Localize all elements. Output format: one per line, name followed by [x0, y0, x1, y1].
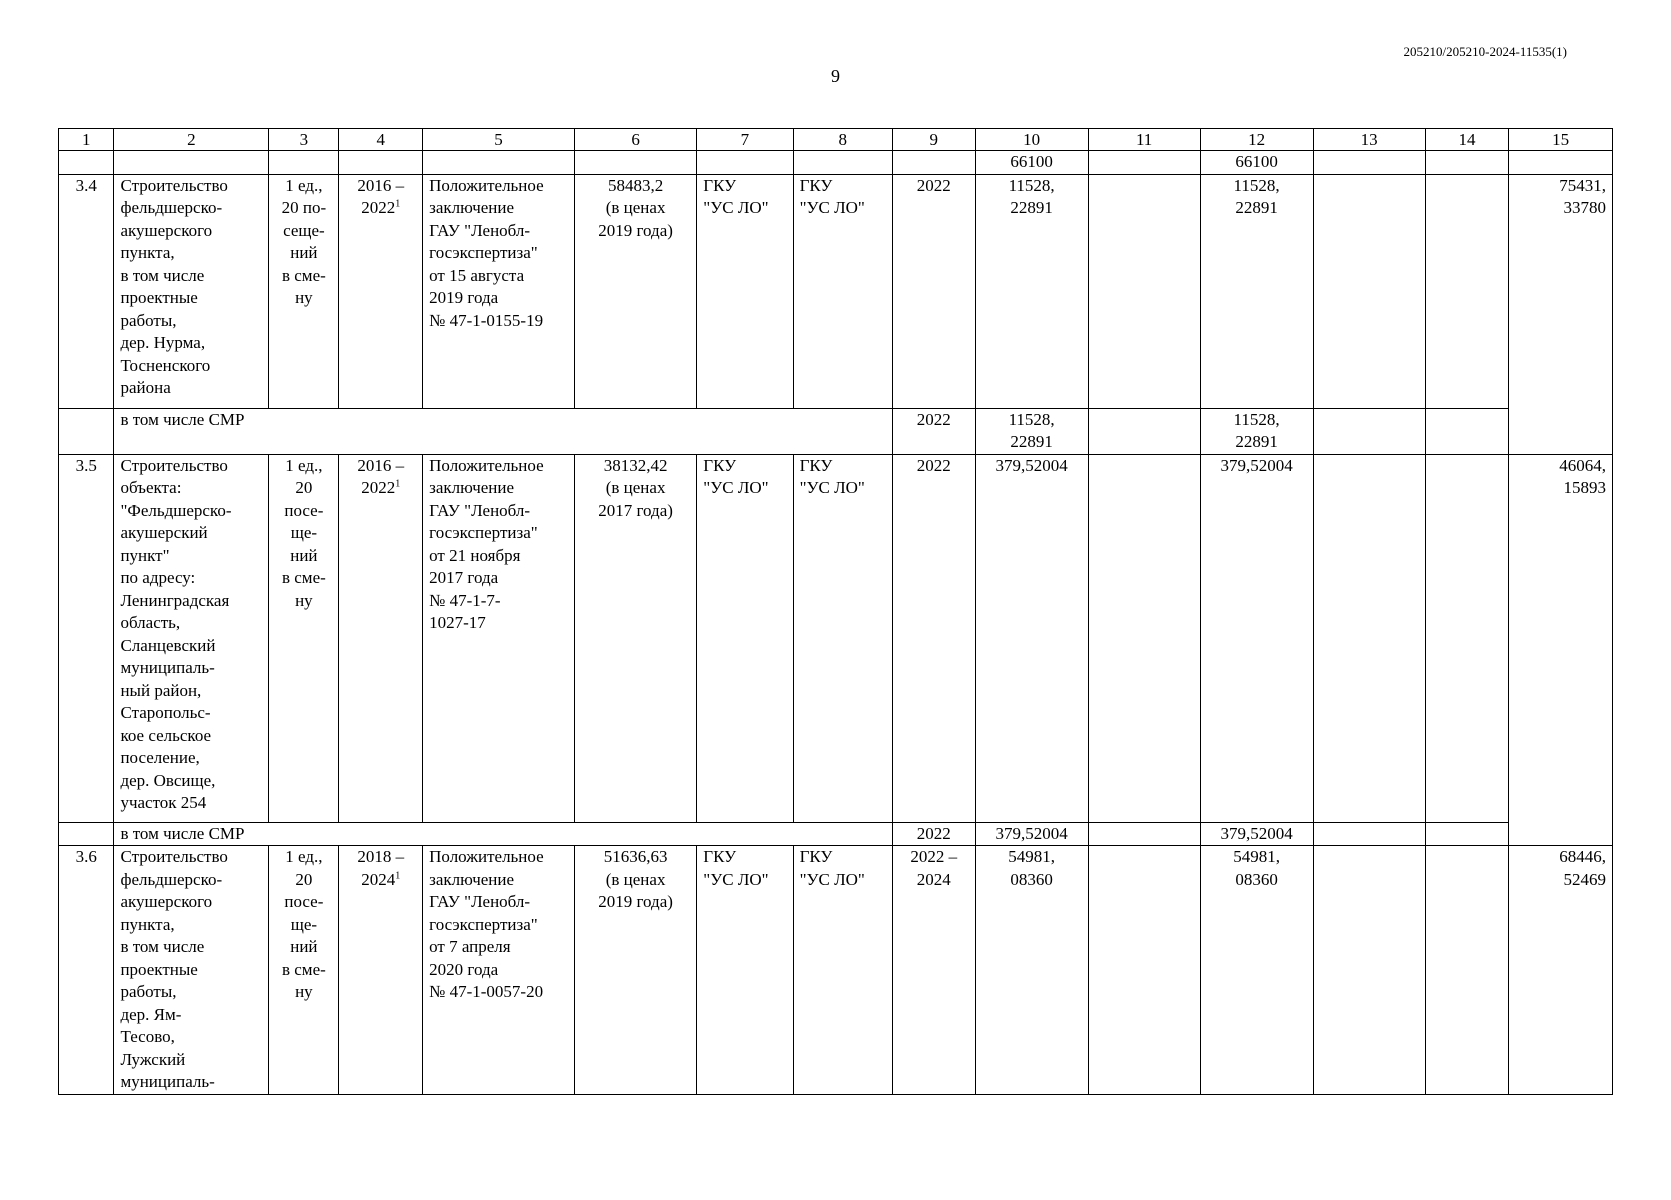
col-number: 3	[269, 129, 339, 151]
col-number: 10	[975, 129, 1088, 151]
col-number: 5	[423, 129, 575, 151]
row-number: 3.4	[59, 174, 114, 408]
amount-col12: 379,52004	[1200, 454, 1313, 822]
object-name: Строительство объекта: "Фельдшерско- акушерский пункт" по адресу: Ленинградская область, Сланцевский муниципаль- ный район, Старопольс- кое сельское поселение, дер. Овсище, участок 254	[114, 454, 269, 822]
cost: 51636,63 (в ценах 2019 года)	[574, 846, 696, 1095]
col-number: 4	[339, 129, 423, 151]
object-name: Строительство фельдшерско- акушерского пункта, в том числе проектные работы, дер. Нурма, Тосненского района	[114, 174, 269, 408]
amount-col12: 54981, 08360	[1200, 846, 1313, 1095]
amount-col15: 75431, 33780	[1509, 174, 1613, 454]
expertise: Положительное заключение ГАУ "Ленобл- госэкспертиза" от 15 августа 2019 года № 47-1-0155-19	[423, 174, 575, 408]
row-number: 3.5	[59, 454, 114, 822]
amount-col10: 379,52004	[975, 454, 1088, 822]
row-number: 3.6	[59, 846, 114, 1095]
col-number: 6	[574, 129, 696, 151]
developer: ГКУ "УС ЛО"	[793, 846, 892, 1095]
col-number: 2	[114, 129, 269, 151]
col-number: 9	[892, 129, 975, 151]
col-number: 15	[1509, 129, 1613, 151]
col-number: 13	[1313, 129, 1425, 151]
budget-table	[58, 128, 1613, 1095]
object-name: Строительство фельдшерско- акушерского пункта, в том числе проектные работы, дер. Ям- Тесово, Лужский муниципаль-	[114, 846, 269, 1095]
amount-col15: 68446, 52469	[1509, 846, 1613, 1095]
smr-period: 2022	[892, 408, 975, 454]
smr-label: в том числе СМР	[114, 408, 893, 454]
table-row	[59, 846, 1613, 1095]
smr-col12: 11528, 22891	[1200, 408, 1313, 454]
col-number: 1	[59, 129, 114, 151]
developer: ГКУ "УС ЛО"	[793, 454, 892, 822]
smr-period: 2022	[892, 822, 975, 846]
col-number: 12	[1200, 129, 1313, 151]
years: 2018 – 2024	[357, 847, 405, 889]
col-number: 14	[1425, 129, 1509, 151]
document-id: 205210/205210-2024-11535(1)	[1403, 44, 1567, 59]
col-number: 7	[697, 129, 793, 151]
table-row	[59, 174, 1613, 408]
customer: ГКУ "УС ЛО"	[697, 454, 793, 822]
smr-col10: 11528, 22891	[975, 408, 1088, 454]
col-number: 8	[793, 129, 892, 151]
carry-over-row	[59, 151, 1613, 175]
customer: ГКУ "УС ЛО"	[697, 174, 793, 408]
smr-label: в том числе СМР	[114, 822, 893, 846]
table-row-smr	[59, 822, 1613, 846]
period: 2022 – 2024	[892, 846, 975, 1095]
smr-col12: 379,52004	[1200, 822, 1313, 846]
years-cell	[339, 174, 423, 408]
carry-col10: 66100	[975, 151, 1088, 175]
amount-col10: 54981, 08360	[975, 846, 1088, 1095]
amount-col10: 11528, 22891	[975, 174, 1088, 408]
footnote-mark: 1	[395, 478, 401, 490]
table-row-smr	[59, 408, 1613, 454]
years-cell	[339, 454, 423, 822]
developer: ГКУ "УС ЛО"	[793, 174, 892, 408]
customer: ГКУ "УС ЛО"	[697, 846, 793, 1095]
amount-col12: 11528, 22891	[1200, 174, 1313, 408]
page-number: 9	[831, 66, 840, 86]
years: 2016 – 2022	[357, 175, 405, 217]
capacity: 1 ед., 20 по- сеще- ний в сме- ну	[269, 174, 339, 408]
cost: 58483,2 (в ценах 2019 года)	[574, 174, 696, 408]
period: 2022	[892, 174, 975, 408]
cost: 38132,42 (в ценах 2017 года)	[574, 454, 696, 822]
capacity: 1 ед., 20 посе- ще- ний в сме- ну	[269, 454, 339, 822]
carry-col12: 66100	[1200, 151, 1313, 175]
years-cell	[339, 846, 423, 1095]
smr-col10: 379,52004	[975, 822, 1088, 846]
expertise: Положительное заключение ГАУ "Ленобл- госэкспертиза" от 21 ноября 2017 года № 47-1-7- 1027-17	[423, 454, 575, 822]
column-number-row	[59, 129, 1613, 151]
amount-col15: 46064, 15893	[1509, 454, 1613, 846]
capacity: 1 ед., 20 посе- ще- ний в сме- ну	[269, 846, 339, 1095]
table-row	[59, 454, 1613, 822]
expertise: Положительное заключение ГАУ "Ленобл- госэкспертиза" от 7 апреля 2020 года № 47-1-0057-20	[423, 846, 575, 1095]
col-number: 11	[1088, 129, 1200, 151]
period: 2022	[892, 454, 975, 822]
footnote-mark: 1	[395, 869, 401, 881]
years: 2016 – 2022	[357, 455, 405, 497]
footnote-mark: 1	[395, 198, 401, 210]
